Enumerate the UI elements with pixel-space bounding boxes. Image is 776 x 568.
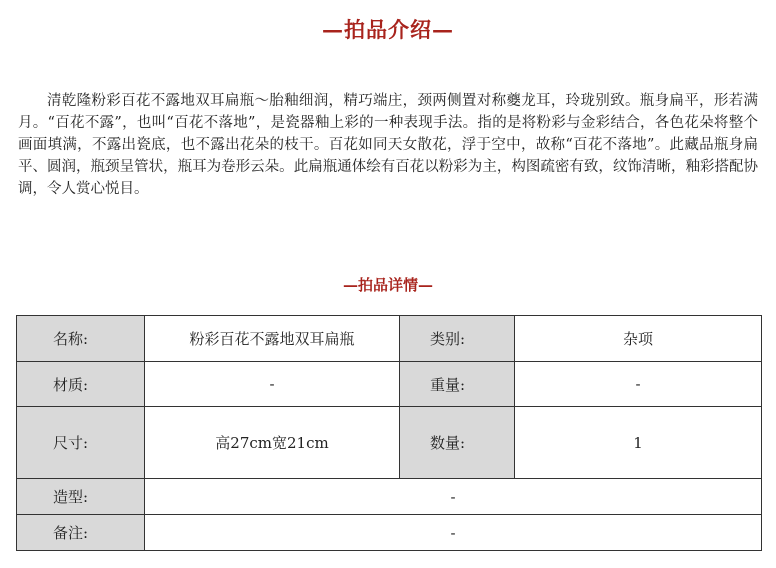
intro-heading: —拍品介绍—	[322, 17, 454, 42]
intro-paragraph: 清乾隆粉彩百花不露地双耳扁瓶～胎釉细润，精巧端庄，颈两侧置对称夔龙耳，玲珑别致。瓶身扁平，形若满月。“百花不露”，也叫“百花不落地”，是瓷器釉上彩的一种表现手法。指的是将粉彩与金彩结合，各色花朵将整个画面填满，不露出瓷底，也不露出花朵的枝干。百花如同天女散花，浮于空中，故称“百花不落地”。此藏品瓶身扁平、圆润，瓶颈呈管状，瓶耳为卷形云朵。此扁瓶通体绘有百花以粉彩为主，构图疏密有致，纹饰清晰，釉彩搭配协调，令人赏心悦目。	[18, 93, 758, 197]
size-label: 尺寸:	[17, 407, 145, 479]
quantity-value: 1	[515, 407, 762, 479]
quantity-label: 数量:	[400, 407, 515, 479]
category-value: 杂项	[515, 316, 762, 362]
shape-label: 造型:	[17, 479, 145, 515]
name-label: 名称:	[17, 316, 145, 362]
material-value: -	[145, 362, 400, 407]
table-row	[17, 362, 762, 407]
material-label: 材质:	[17, 362, 145, 407]
remark-label: 备注:	[17, 515, 145, 551]
size-value: 高27cm宽21cm	[145, 407, 400, 479]
category-label: 类别:	[400, 316, 515, 362]
details-table	[16, 315, 762, 551]
weight-label: 重量:	[400, 362, 515, 407]
table-row	[17, 479, 762, 515]
name-value: 粉彩百花不露地双耳扁瓶	[145, 316, 400, 362]
table-row	[17, 316, 762, 362]
table-row	[17, 407, 762, 479]
details-heading: —拍品详情—	[342, 276, 433, 294]
shape-value: -	[145, 479, 762, 515]
remark-value: -	[145, 515, 762, 551]
weight-value: -	[515, 362, 762, 407]
table-row	[17, 515, 762, 551]
